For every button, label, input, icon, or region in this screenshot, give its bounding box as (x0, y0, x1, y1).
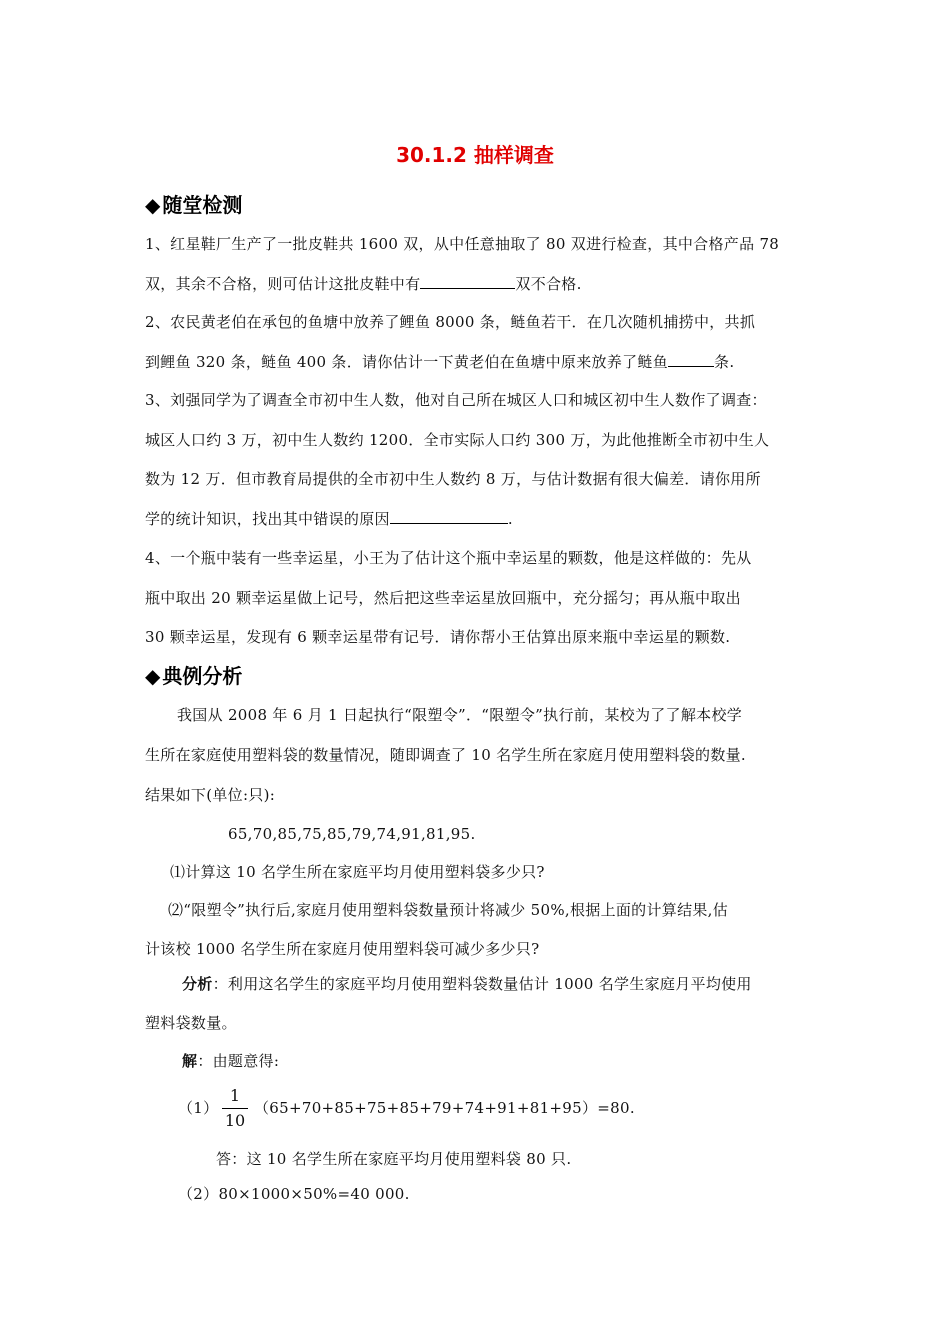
fraction-numerator: 1 (222, 1085, 248, 1109)
fraction-one-tenth (222, 1085, 248, 1132)
step-1-prefix: （1） (178, 1099, 219, 1117)
question-2-text: 到鲤鱼 320 条，鲢鱼 400 条．请你估计一下黄老伯在鱼塘中原来放养了鲢鱼 (145, 353, 669, 371)
sub-question-2-line-2: 计该校 1000 名学生所在家庭月使用塑料袋可减少多少只? (145, 940, 540, 958)
analysis-text: ：利用这名学生的家庭平均月使用塑料袋数量估计 1000 名学生家庭月平均使用 (212, 975, 752, 993)
analysis-label: 分析 (182, 975, 213, 993)
solution-line (182, 1049, 847, 1073)
step-1-expression: （65+70+85+75+85+79+74+91+81+95）=80. (254, 1099, 635, 1117)
diamond-bullet-icon: ◆ (145, 193, 161, 217)
question-4-line-3: 30 颗幸运星，发现有 6 颗幸运星带有记号．请你帮小王估算出原来瓶中幸运星的颗数. (145, 628, 731, 646)
analysis-line-2: 塑料袋数量。 (145, 1014, 237, 1032)
diamond-bullet-icon: ◆ (145, 664, 161, 688)
question-3-line-4 (145, 507, 810, 531)
page-title: 30.1.2 抽样调查 (396, 143, 554, 167)
question-3-line-3: 数为 12 万．但市教育局提供的全市初中生人数约 8 万，与估计数据有很大偏差．请你用所 (145, 470, 761, 488)
question-4-line-1: 4、一个瓶中装有一些幸运星，小王为了估计这个瓶中幸运星的颗数，他是这样做的：先从 (145, 549, 752, 567)
section-heading-example (145, 661, 242, 691)
question-1-line-2 (145, 272, 810, 296)
sub-question-2-line-1: ⑵“限塑令”执行后,家庭月使用塑料袋数量预计将减少 50%,根据上面的计算结果,估 (168, 901, 729, 919)
question-3-line-1: 3、刘强同学为了调查全市初中生人数，他对自己所在城区人口和城区初中生人数作了调查： (145, 391, 767, 409)
question-2-text-end: 条. (714, 353, 735, 371)
example-paragraph-line-2: 生所在家庭使用塑料袋的数量情况，随即调查了 10 名学生所在家庭月使用塑料袋的数量. (145, 746, 746, 764)
answer-1: 答：这 10 名学生所在家庭平均月使用塑料袋 80 只. (216, 1150, 572, 1168)
question-3-line-2: 城区人口约 3 万，初中生人数约 1200．全市实际人口约 300 万，为此他推断全市初中生人 (145, 431, 770, 449)
answer-blank (420, 272, 515, 289)
question-4-line-2: 瓶中取出 20 颗幸运星做上记号，然后把这些幸运星放回瓶中，充分摇匀；再从瓶中取出 (145, 589, 741, 607)
answer-blank (668, 350, 714, 367)
question-1-line-1: 1、红星鞋厂生产了一批皮鞋共 1600 双，从中任意抽取了 80 双进行检查，其中合格产品 78 (145, 235, 780, 253)
example-paragraph-line-1: 我国从 2008 年 6 月 1 日起执行“限塑令”．“限塑令”执行前，某校为了了解本校学 (177, 706, 743, 724)
data-values: 65,70,85,75,85,79,74,91,81,95. (228, 825, 476, 843)
solution-text: ：由题意得: (197, 1052, 280, 1070)
question-3-text: 学的统计知识，找出其中错误的原因 (145, 510, 390, 528)
question-2-line-2 (145, 350, 810, 374)
analysis-line-1 (182, 972, 847, 996)
example-paragraph-line-3: 结果如下(单位:只): (145, 786, 276, 804)
answer-blank (390, 507, 508, 524)
question-2-line-1: 2、农民黄老伯在承包的鱼塘中放养了鲤鱼 8000 条，鲢鱼若干．在几次随机捕捞中，共抓 (145, 313, 756, 331)
question-1-text-end: 双不合格. (515, 275, 582, 293)
question-1-text: 双，其余不合格，则可估计这批皮鞋中有 (145, 275, 421, 293)
section-heading-practice (145, 190, 242, 220)
fraction-denominator: 10 (224, 1111, 246, 1130)
solution-label: 解 (182, 1052, 198, 1070)
question-3-text-end: . (507, 510, 513, 528)
section-heading-label: 典例分析 (162, 664, 243, 688)
step-2: （2）80×1000×50%=40 000. (178, 1185, 410, 1203)
section-heading-label: 随堂检测 (162, 193, 243, 217)
sub-question-1: ⑴计算这 10 名学生所在家庭平均月使用塑料袋多少只? (170, 863, 545, 881)
